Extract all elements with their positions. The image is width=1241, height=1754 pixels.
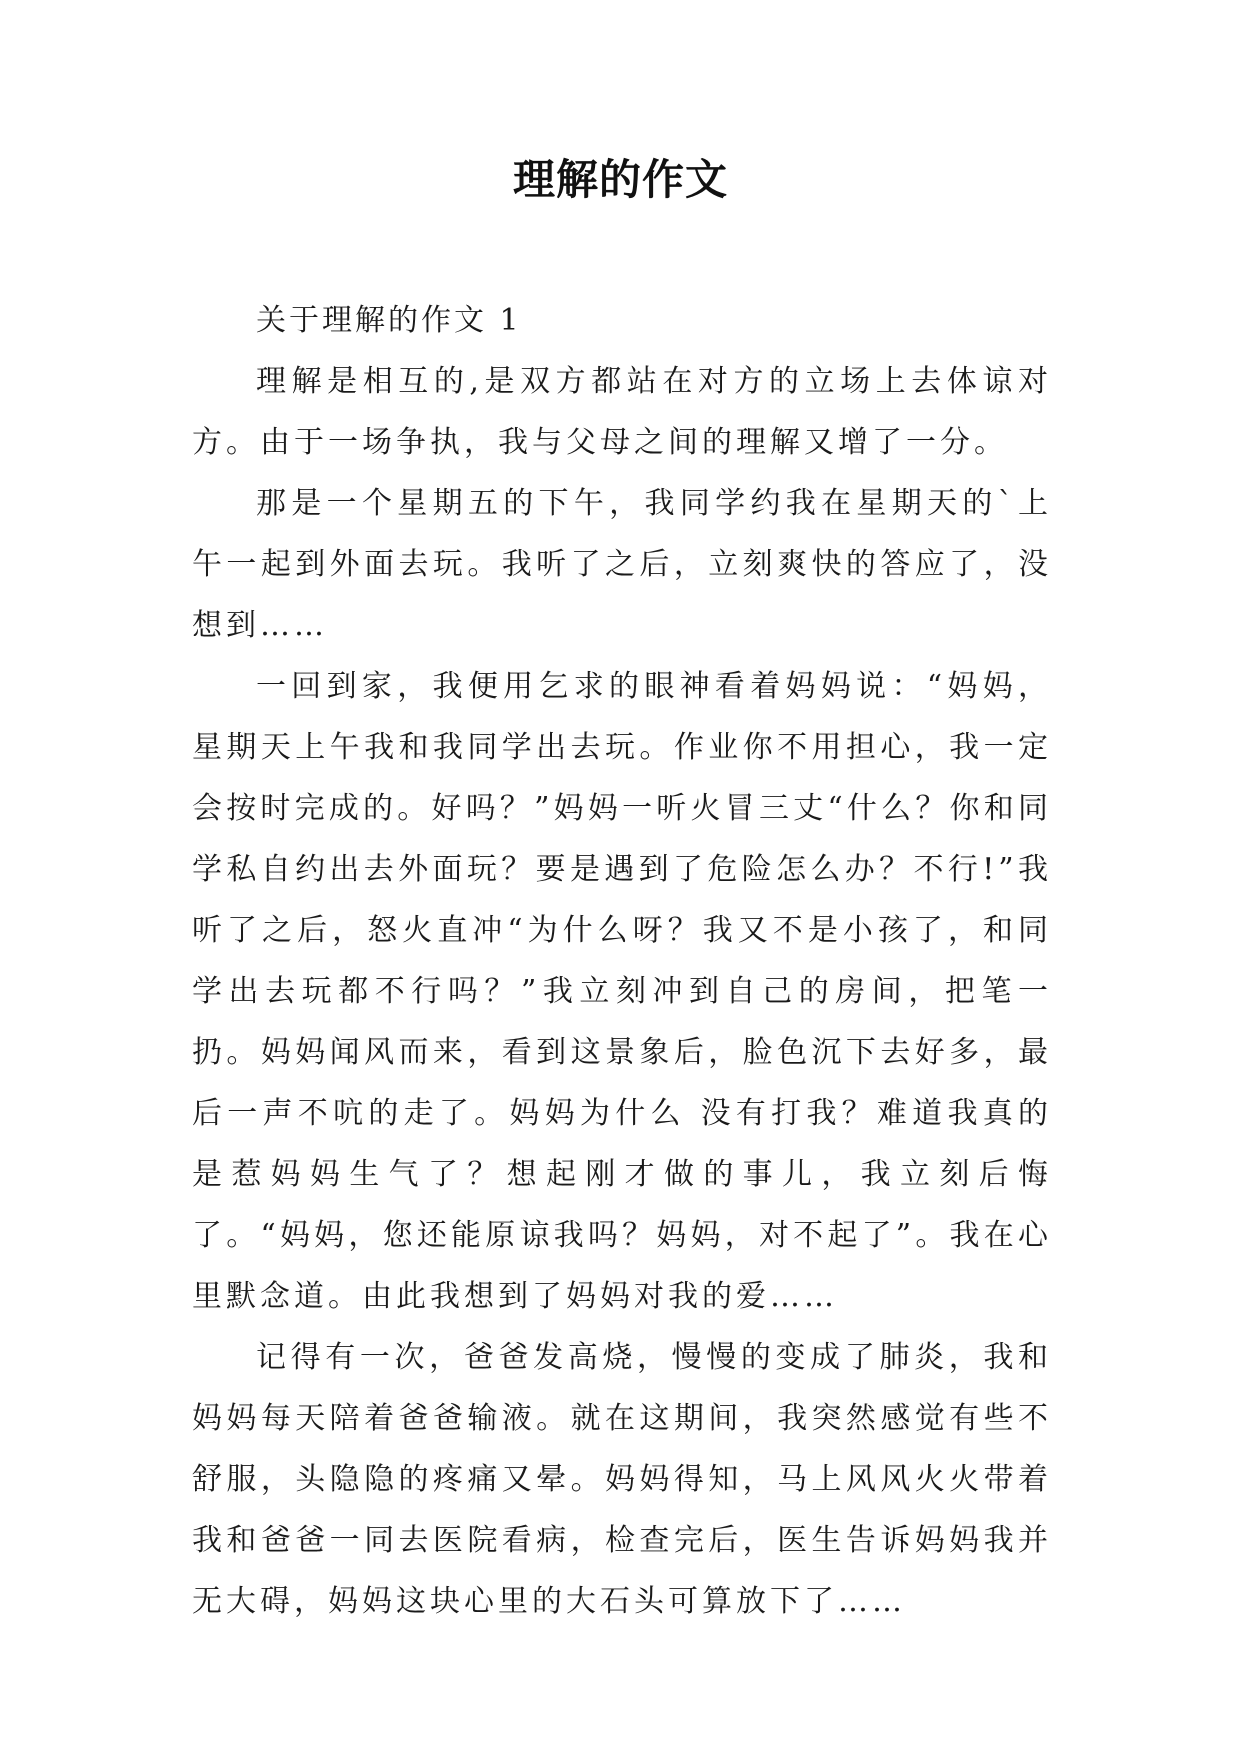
document-body: [192, 290, 1052, 1632]
document-title: 理解的作文: [512, 155, 728, 204]
paragraph: 记得有一次，爸爸发高烧，慢慢的变成了肺炎，我和妈妈每天陪着爸爸输液。就在这期间，我突然感觉有些不舒服，头隐隐的疼痛又晕。妈妈得知，马上风风火火带着我和爸爸一同去医院看病，检查完后，医生告诉妈妈我并无大碍，妈妈这块心里的大石头可算放下了……: [192, 1340, 1052, 1619]
essay-heading: 关于理解的作文 1: [256, 303, 522, 338]
paragraph: 一回到家，我便用乞求的眼神看着妈妈说：“妈妈，星期天上午我和我同学出去玩。作业你不用担心，我一定会按时完成的。好吗？”妈妈一听火冒三丈“什么？你和同学私自约出去外面玩？要是遇到了危险怎么办？不行!”我听了之后，怒火直冲“为什么呀？我又不是小孩了，和同学出去玩都不行吗？”我立刻冲到自己的房间，把笔一扔。妈妈闻风而来，看到这景象后，脸色沉下去好多，最后一声不吭的走了。妈妈为什么 没有打我？难道我真的是惹妈妈生气了？想起刚才做的事儿，我立刻后悔了。“妈妈，您还能原谅我吗？妈妈，对不起了”。我在心里默念道。由此我想到了妈妈对我的爱……: [192, 669, 1052, 1314]
paragraph: 那是一个星期五的下午，我同学约我在星期天的`上午一起到外面去玩。我听了之后，立刻爽快的答应了，没想到……: [192, 486, 1052, 643]
paragraph: 理解是相互的,是双方都站在对方的立场上去体谅对方。由于一场争执，我与父母之间的理解又增了一分。: [192, 364, 1052, 460]
